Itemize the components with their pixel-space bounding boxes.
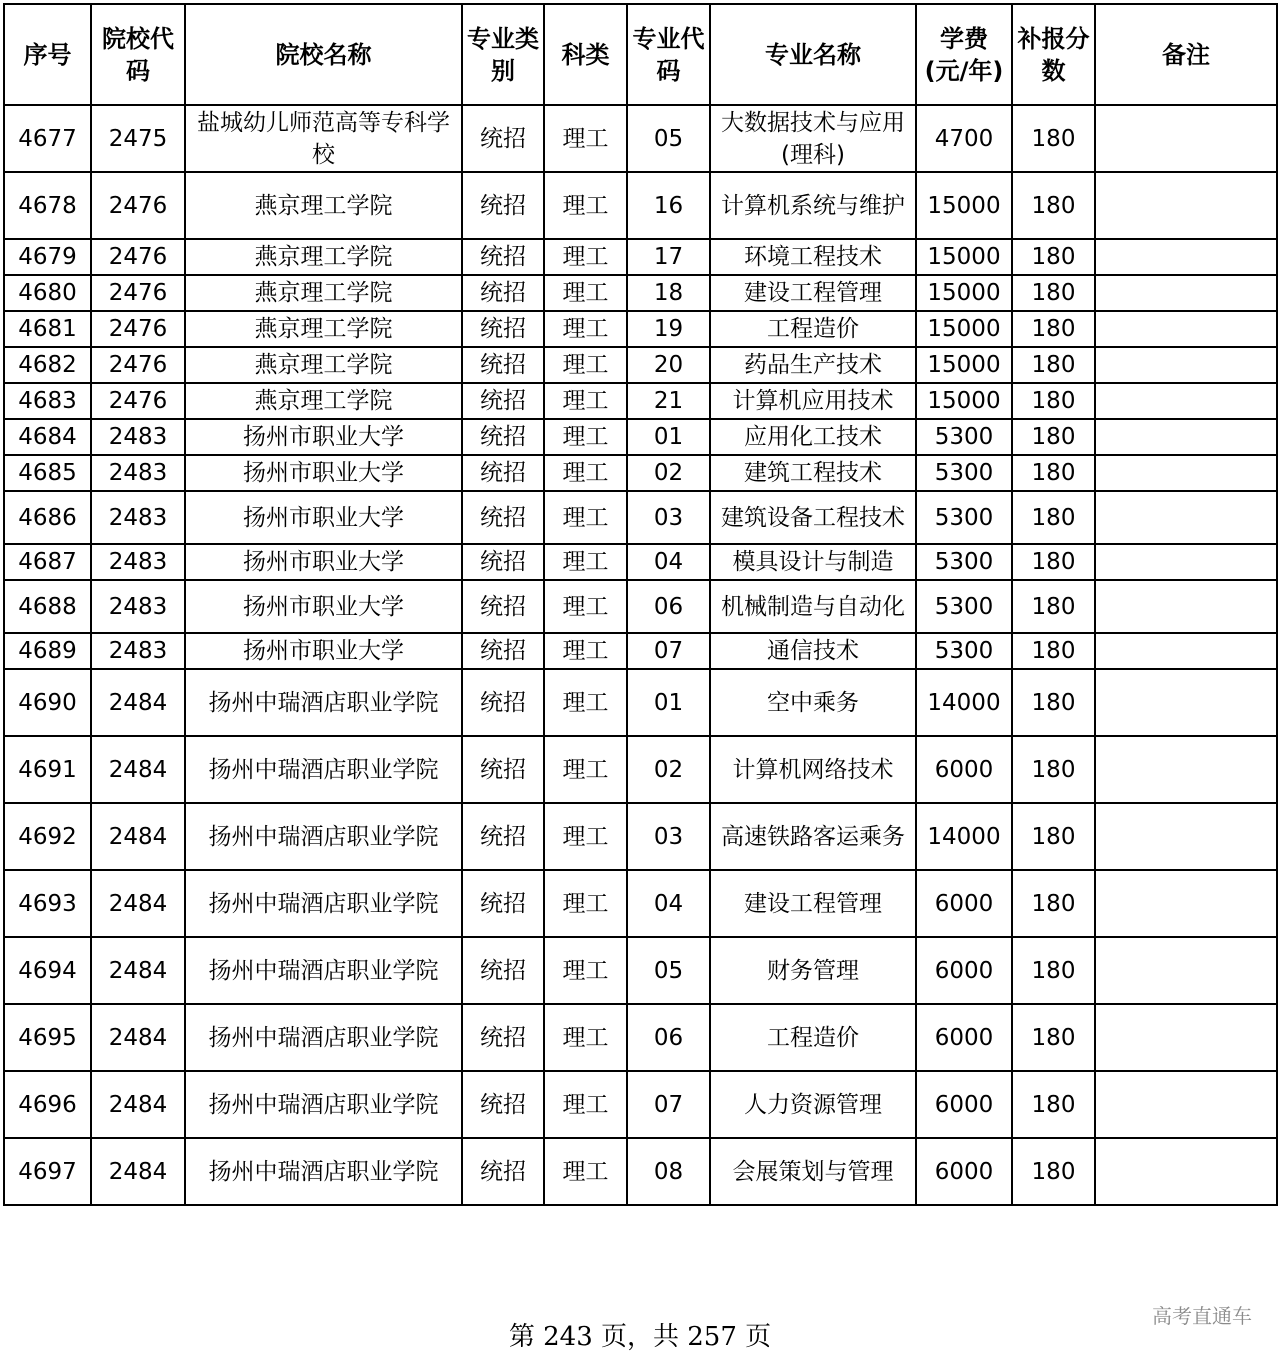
table-cell bbox=[1095, 937, 1277, 1004]
table-cell: 4687 bbox=[4, 544, 91, 580]
table-cell: 05 bbox=[627, 105, 710, 172]
table-cell: 01 bbox=[627, 419, 710, 455]
table-cell: 180 bbox=[1012, 1071, 1095, 1138]
table-cell: 扬州市职业大学 bbox=[185, 633, 462, 669]
table-cell: 2476 bbox=[91, 172, 185, 239]
table-cell: 统招 bbox=[462, 1004, 544, 1071]
table-cell: 4678 bbox=[4, 172, 91, 239]
table-cell: 理工 bbox=[544, 172, 627, 239]
table-cell: 计算机应用技术 bbox=[710, 383, 916, 419]
table-row bbox=[4, 870, 1277, 937]
table-cell: 02 bbox=[627, 736, 710, 803]
table-cell: 180 bbox=[1012, 937, 1095, 1004]
table-cell: 5300 bbox=[916, 633, 1012, 669]
table-cell: 药品生产技术 bbox=[710, 347, 916, 383]
table-cell: 计算机系统与维护 bbox=[710, 172, 916, 239]
table-cell: 180 bbox=[1012, 172, 1095, 239]
table-cell: 03 bbox=[627, 491, 710, 544]
table-cell: 理工 bbox=[544, 105, 627, 172]
table-cell: 5300 bbox=[916, 419, 1012, 455]
column-header: 院校代码 bbox=[91, 4, 185, 105]
table-cell: 04 bbox=[627, 544, 710, 580]
table-cell: 统招 bbox=[462, 105, 544, 172]
table-cell: 17 bbox=[627, 239, 710, 275]
table-cell: 理工 bbox=[544, 383, 627, 419]
table-cell: 统招 bbox=[462, 669, 544, 736]
table-cell bbox=[1095, 580, 1277, 633]
table-cell: 180 bbox=[1012, 347, 1095, 383]
table-cell: 2476 bbox=[91, 275, 185, 311]
table-cell: 理工 bbox=[544, 311, 627, 347]
table-cell: 15000 bbox=[916, 239, 1012, 275]
column-header: 专业代码 bbox=[627, 4, 710, 105]
table-cell: 理工 bbox=[544, 239, 627, 275]
table-cell: 应用化工技术 bbox=[710, 419, 916, 455]
table-cell: 15000 bbox=[916, 383, 1012, 419]
table-cell: 2484 bbox=[91, 736, 185, 803]
page-number: 第 243 页，共 257 页 bbox=[508, 1322, 772, 1352]
table-cell: 工程造价 bbox=[710, 1004, 916, 1071]
table-row bbox=[4, 1071, 1277, 1138]
table-row bbox=[4, 105, 1277, 172]
table-cell: 理工 bbox=[544, 870, 627, 937]
table-cell: 建设工程管理 bbox=[710, 870, 916, 937]
table-cell: 扬州市职业大学 bbox=[185, 544, 462, 580]
table-cell: 5300 bbox=[916, 455, 1012, 491]
table-cell: 180 bbox=[1012, 633, 1095, 669]
table-cell: 燕京理工学院 bbox=[185, 172, 462, 239]
table-cell: 03 bbox=[627, 803, 710, 870]
table-cell: 建筑工程技术 bbox=[710, 455, 916, 491]
table-cell: 04 bbox=[627, 870, 710, 937]
table-cell: 2484 bbox=[91, 937, 185, 1004]
table-cell: 4680 bbox=[4, 275, 91, 311]
table-cell: 07 bbox=[627, 633, 710, 669]
table-cell: 统招 bbox=[462, 383, 544, 419]
table-row bbox=[4, 669, 1277, 736]
table-cell: 扬州中瑞酒店职业学院 bbox=[185, 1138, 462, 1205]
table-cell: 统招 bbox=[462, 1138, 544, 1205]
table-cell: 6000 bbox=[916, 1004, 1012, 1071]
table-cell: 6000 bbox=[916, 937, 1012, 1004]
table-cell bbox=[1095, 633, 1277, 669]
table-cell: 通信技术 bbox=[710, 633, 916, 669]
table-cell: 2476 bbox=[91, 239, 185, 275]
table-cell: 理工 bbox=[544, 455, 627, 491]
table-cell: 统招 bbox=[462, 544, 544, 580]
table-cell: 4690 bbox=[4, 669, 91, 736]
table-cell: 180 bbox=[1012, 383, 1095, 419]
table-cell: 2476 bbox=[91, 347, 185, 383]
table-cell bbox=[1095, 870, 1277, 937]
table-cell: 18 bbox=[627, 275, 710, 311]
table-cell: 180 bbox=[1012, 736, 1095, 803]
table-cell: 理工 bbox=[544, 1138, 627, 1205]
table-cell: 高速铁路客运乘务 bbox=[710, 803, 916, 870]
table-row bbox=[4, 455, 1277, 491]
table-cell: 2483 bbox=[91, 544, 185, 580]
table-cell: 4700 bbox=[916, 105, 1012, 172]
table-cell bbox=[1095, 1071, 1277, 1138]
table-cell: 理工 bbox=[544, 669, 627, 736]
table-cell: 2484 bbox=[91, 1004, 185, 1071]
table-cell: 5300 bbox=[916, 580, 1012, 633]
table-cell bbox=[1095, 1004, 1277, 1071]
table-cell: 建设工程管理 bbox=[710, 275, 916, 311]
table-cell bbox=[1095, 311, 1277, 347]
table-cell bbox=[1095, 669, 1277, 736]
table-cell: 4682 bbox=[4, 347, 91, 383]
table-row bbox=[4, 419, 1277, 455]
table-cell: 空中乘务 bbox=[710, 669, 916, 736]
table-cell: 统招 bbox=[462, 491, 544, 544]
table-cell: 燕京理工学院 bbox=[185, 383, 462, 419]
table-cell: 理工 bbox=[544, 580, 627, 633]
table-cell: 统招 bbox=[462, 937, 544, 1004]
table-cell: 人力资源管理 bbox=[710, 1071, 916, 1138]
table-cell: 扬州中瑞酒店职业学院 bbox=[185, 1071, 462, 1138]
table-cell: 理工 bbox=[544, 803, 627, 870]
table-cell: 2483 bbox=[91, 419, 185, 455]
table-cell: 15000 bbox=[916, 172, 1012, 239]
table-cell: 燕京理工学院 bbox=[185, 347, 462, 383]
table-cell: 扬州中瑞酒店职业学院 bbox=[185, 937, 462, 1004]
table-cell: 180 bbox=[1012, 669, 1095, 736]
table-header-row bbox=[4, 4, 1277, 105]
column-header: 科类 bbox=[544, 4, 627, 105]
table-cell: 统招 bbox=[462, 736, 544, 803]
table-cell: 4692 bbox=[4, 803, 91, 870]
table-row bbox=[4, 1138, 1277, 1205]
table-cell: 08 bbox=[627, 1138, 710, 1205]
table-cell: 02 bbox=[627, 455, 710, 491]
table-cell: 理工 bbox=[544, 347, 627, 383]
table-cell bbox=[1095, 275, 1277, 311]
table-cell: 理工 bbox=[544, 275, 627, 311]
table-cell: 4697 bbox=[4, 1138, 91, 1205]
table-cell: 5300 bbox=[916, 491, 1012, 544]
table-cell: 理工 bbox=[544, 1004, 627, 1071]
table-cell: 06 bbox=[627, 580, 710, 633]
table-cell: 扬州中瑞酒店职业学院 bbox=[185, 870, 462, 937]
table-cell: 模具设计与制造 bbox=[710, 544, 916, 580]
table-cell: 理工 bbox=[544, 1071, 627, 1138]
table-cell: 4679 bbox=[4, 239, 91, 275]
table-cell: 理工 bbox=[544, 544, 627, 580]
table-row bbox=[4, 311, 1277, 347]
table-cell: 统招 bbox=[462, 347, 544, 383]
table-cell: 6000 bbox=[916, 736, 1012, 803]
table-cell bbox=[1095, 1138, 1277, 1205]
table-cell bbox=[1095, 544, 1277, 580]
table-cell: 燕京理工学院 bbox=[185, 275, 462, 311]
table-cell: 扬州中瑞酒店职业学院 bbox=[185, 736, 462, 803]
table-cell: 会展策划与管理 bbox=[710, 1138, 916, 1205]
table-cell bbox=[1095, 105, 1277, 172]
table-cell: 4689 bbox=[4, 633, 91, 669]
table-cell: 环境工程技术 bbox=[710, 239, 916, 275]
table-cell: 4685 bbox=[4, 455, 91, 491]
table-cell: 理工 bbox=[544, 937, 627, 1004]
table-cell: 统招 bbox=[462, 870, 544, 937]
table-cell: 15000 bbox=[916, 311, 1012, 347]
table-cell: 180 bbox=[1012, 1138, 1095, 1205]
table-row bbox=[4, 544, 1277, 580]
table-cell: 180 bbox=[1012, 870, 1095, 937]
column-header: 院校名称 bbox=[185, 4, 462, 105]
table-cell: 统招 bbox=[462, 419, 544, 455]
table-cell: 2483 bbox=[91, 491, 185, 544]
table-cell: 05 bbox=[627, 937, 710, 1004]
table-row bbox=[4, 736, 1277, 803]
table-cell: 理工 bbox=[544, 419, 627, 455]
table-row bbox=[4, 580, 1277, 633]
table-cell: 统招 bbox=[462, 580, 544, 633]
table-cell: 统招 bbox=[462, 275, 544, 311]
table-cell: 理工 bbox=[544, 736, 627, 803]
table-cell: 06 bbox=[627, 1004, 710, 1071]
table-cell: 计算机网络技术 bbox=[710, 736, 916, 803]
table-cell: 统招 bbox=[462, 803, 544, 870]
table-cell: 燕京理工学院 bbox=[185, 239, 462, 275]
watermark: 高考直通车 bbox=[1152, 1304, 1252, 1328]
table-cell bbox=[1095, 383, 1277, 419]
table-cell: 180 bbox=[1012, 311, 1095, 347]
table-row bbox=[4, 239, 1277, 275]
table-cell: 4696 bbox=[4, 1071, 91, 1138]
table-cell: 统招 bbox=[462, 455, 544, 491]
table-cell: 180 bbox=[1012, 580, 1095, 633]
table-cell bbox=[1095, 239, 1277, 275]
table-cell: 180 bbox=[1012, 544, 1095, 580]
table-cell: 扬州市职业大学 bbox=[185, 580, 462, 633]
admission-table bbox=[3, 3, 1278, 1206]
table-cell: 扬州中瑞酒店职业学院 bbox=[185, 669, 462, 736]
table-cell: 理工 bbox=[544, 491, 627, 544]
table-cell: 统招 bbox=[462, 1071, 544, 1138]
table-cell: 5300 bbox=[916, 544, 1012, 580]
table-cell bbox=[1095, 491, 1277, 544]
table-cell: 4688 bbox=[4, 580, 91, 633]
table-cell: 180 bbox=[1012, 239, 1095, 275]
table-cell: 机械制造与自动化 bbox=[710, 580, 916, 633]
table-cell bbox=[1095, 736, 1277, 803]
table-cell: 盐城幼儿师范高等专科学校 bbox=[185, 105, 462, 172]
table-cell: 180 bbox=[1012, 455, 1095, 491]
table-cell bbox=[1095, 172, 1277, 239]
table-cell: 工程造价 bbox=[710, 311, 916, 347]
table-cell: 理工 bbox=[544, 633, 627, 669]
table-cell: 2476 bbox=[91, 383, 185, 419]
table-row bbox=[4, 347, 1277, 383]
table-cell: 统招 bbox=[462, 172, 544, 239]
column-header: 专业名称 bbox=[710, 4, 916, 105]
table-cell: 2484 bbox=[91, 669, 185, 736]
table-cell: 01 bbox=[627, 669, 710, 736]
table-cell: 2483 bbox=[91, 633, 185, 669]
table-cell: 180 bbox=[1012, 419, 1095, 455]
table-cell: 扬州中瑞酒店职业学院 bbox=[185, 1004, 462, 1071]
table-cell: 扬州市职业大学 bbox=[185, 455, 462, 491]
table-cell bbox=[1095, 419, 1277, 455]
table-cell: 4693 bbox=[4, 870, 91, 937]
table-cell: 14000 bbox=[916, 669, 1012, 736]
table-cell: 扬州市职业大学 bbox=[185, 419, 462, 455]
table-cell: 2483 bbox=[91, 580, 185, 633]
table-cell: 6000 bbox=[916, 870, 1012, 937]
table-cell: 4683 bbox=[4, 383, 91, 419]
table-cell: 4695 bbox=[4, 1004, 91, 1071]
table-cell: 4694 bbox=[4, 937, 91, 1004]
table-cell: 14000 bbox=[916, 803, 1012, 870]
column-header: 备注 bbox=[1095, 4, 1277, 105]
column-header: 序号 bbox=[4, 4, 91, 105]
column-header: 专业类别 bbox=[462, 4, 544, 105]
table-row bbox=[4, 172, 1277, 239]
table-cell: 180 bbox=[1012, 1004, 1095, 1071]
table-cell: 4686 bbox=[4, 491, 91, 544]
table-cell: 2483 bbox=[91, 455, 185, 491]
table-cell: 15000 bbox=[916, 275, 1012, 311]
table-cell: 财务管理 bbox=[710, 937, 916, 1004]
table-cell: 2475 bbox=[91, 105, 185, 172]
table-cell: 20 bbox=[627, 347, 710, 383]
table-cell: 2484 bbox=[91, 1071, 185, 1138]
table-cell: 4684 bbox=[4, 419, 91, 455]
table-row bbox=[4, 491, 1277, 544]
table-cell: 180 bbox=[1012, 105, 1095, 172]
table-row bbox=[4, 803, 1277, 870]
table-cell: 燕京理工学院 bbox=[185, 311, 462, 347]
table-cell: 建筑设备工程技术 bbox=[710, 491, 916, 544]
table-cell: 180 bbox=[1012, 275, 1095, 311]
table-cell: 扬州中瑞酒店职业学院 bbox=[185, 803, 462, 870]
table-cell: 4691 bbox=[4, 736, 91, 803]
table-cell: 19 bbox=[627, 311, 710, 347]
table-cell bbox=[1095, 803, 1277, 870]
table-cell: 2476 bbox=[91, 311, 185, 347]
table-cell: 2484 bbox=[91, 803, 185, 870]
table-cell: 4677 bbox=[4, 105, 91, 172]
table-row bbox=[4, 937, 1277, 1004]
table-row bbox=[4, 1004, 1277, 1071]
table-cell: 180 bbox=[1012, 803, 1095, 870]
table-cell: 6000 bbox=[916, 1071, 1012, 1138]
table-cell: 4681 bbox=[4, 311, 91, 347]
table-cell: 2484 bbox=[91, 1138, 185, 1205]
table-row bbox=[4, 633, 1277, 669]
table-row bbox=[4, 275, 1277, 311]
table-cell: 统招 bbox=[462, 239, 544, 275]
table-cell: 16 bbox=[627, 172, 710, 239]
table-cell: 07 bbox=[627, 1071, 710, 1138]
column-header: 补报分数 bbox=[1012, 4, 1095, 105]
table-cell: 2484 bbox=[91, 870, 185, 937]
table-cell: 统招 bbox=[462, 633, 544, 669]
table-cell bbox=[1095, 347, 1277, 383]
table-row bbox=[4, 383, 1277, 419]
table-cell: 15000 bbox=[916, 347, 1012, 383]
table-cell: 扬州市职业大学 bbox=[185, 491, 462, 544]
table-cell bbox=[1095, 455, 1277, 491]
table-cell: 大数据技术与应用(理科) bbox=[710, 105, 916, 172]
table-cell: 6000 bbox=[916, 1138, 1012, 1205]
table-cell: 21 bbox=[627, 383, 710, 419]
table-cell: 180 bbox=[1012, 491, 1095, 544]
column-header: 学费(元/年) bbox=[916, 4, 1012, 105]
table-cell: 统招 bbox=[462, 311, 544, 347]
